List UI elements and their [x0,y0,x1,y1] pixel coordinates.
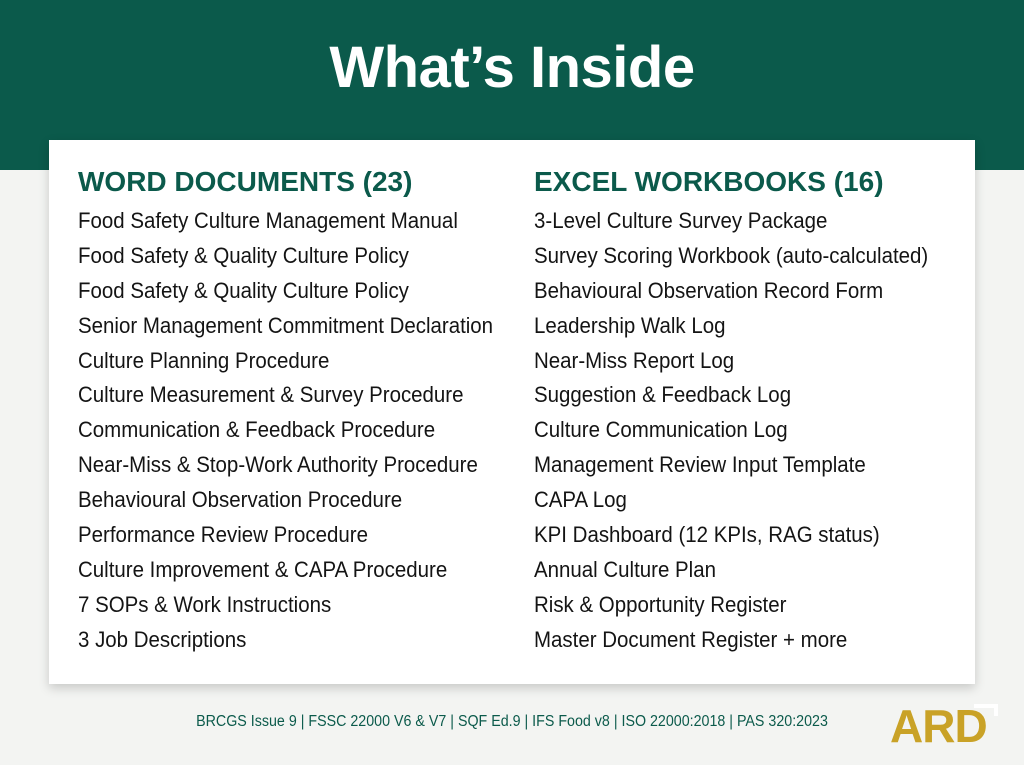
excel-workbook-item: Near-Miss Report Log [534,347,735,373]
word-document-item: 3 Job Descriptions [78,626,247,652]
word-document-item: Food Safety & Quality Culture Policy [78,277,409,303]
word-document-item: 7 SOPs & Work Instructions [78,591,332,617]
word-document-item: Food Safety & Quality Culture Policy [78,242,409,268]
word-documents-list [78,204,534,658]
word-document-item: Culture Improvement & CAPA Procedure [78,556,448,582]
excel-workbook-item: Leadership Walk Log [534,312,726,338]
excel-workbooks-heading: EXCEL WORKBOOKS (16) [534,166,884,197]
excel-workbook-item: Culture Communication Log [534,417,788,443]
word-document-item: Behavioural Observation Procedure [78,487,403,513]
excel-workbook-item: CAPA Log [534,487,627,513]
word-document-item: Performance Review Procedure [78,522,368,548]
ard-logo [888,700,1004,748]
word-document-item: Communication & Feedback Procedure [78,417,436,443]
word-document-item: Near-Miss & Stop-Work Authority Procedure [78,452,478,478]
word-documents-column [78,164,534,658]
word-documents-heading: WORD DOCUMENTS (23) [78,166,413,197]
excel-workbooks-list [534,204,974,658]
excel-workbook-item: Risk & Opportunity Register [534,591,787,617]
excel-workbook-item: Management Review Input Template [534,452,866,478]
standards-footer: BRCGS Issue 9 | FSSC 22000 V6 & V7 | SQF Ed.9 | IFS Food v8 | ISO 22000:2018 | PAS 320:2023 [196,713,828,730]
contents-card [49,140,975,684]
word-document-item: Culture Planning Procedure [78,347,330,373]
excel-workbook-item: 3-Level Culture Survey Package [534,208,828,233]
excel-workbook-item: Survey Scoring Workbook (auto-calculated) [534,242,929,268]
excel-workbooks-column [534,164,974,658]
page-title: What’s Inside [329,35,695,100]
excel-workbook-item: Annual Culture Plan [534,556,716,582]
word-document-item: Culture Measurement & Survey Procedure [78,382,464,408]
excel-workbook-item: Suggestion & Feedback Log [534,382,792,408]
excel-workbook-item: KPI Dashboard (12 KPIs, RAG status) [534,522,880,548]
excel-workbook-item: Master Document Register + more [534,626,848,652]
word-document-item: Food Safety Culture Management Manual [78,208,458,233]
word-document-item: Senior Management Commitment Declaration [78,312,494,338]
logo-text: ARD [890,700,987,748]
excel-workbook-item: Behavioural Observation Record Form [534,277,884,303]
